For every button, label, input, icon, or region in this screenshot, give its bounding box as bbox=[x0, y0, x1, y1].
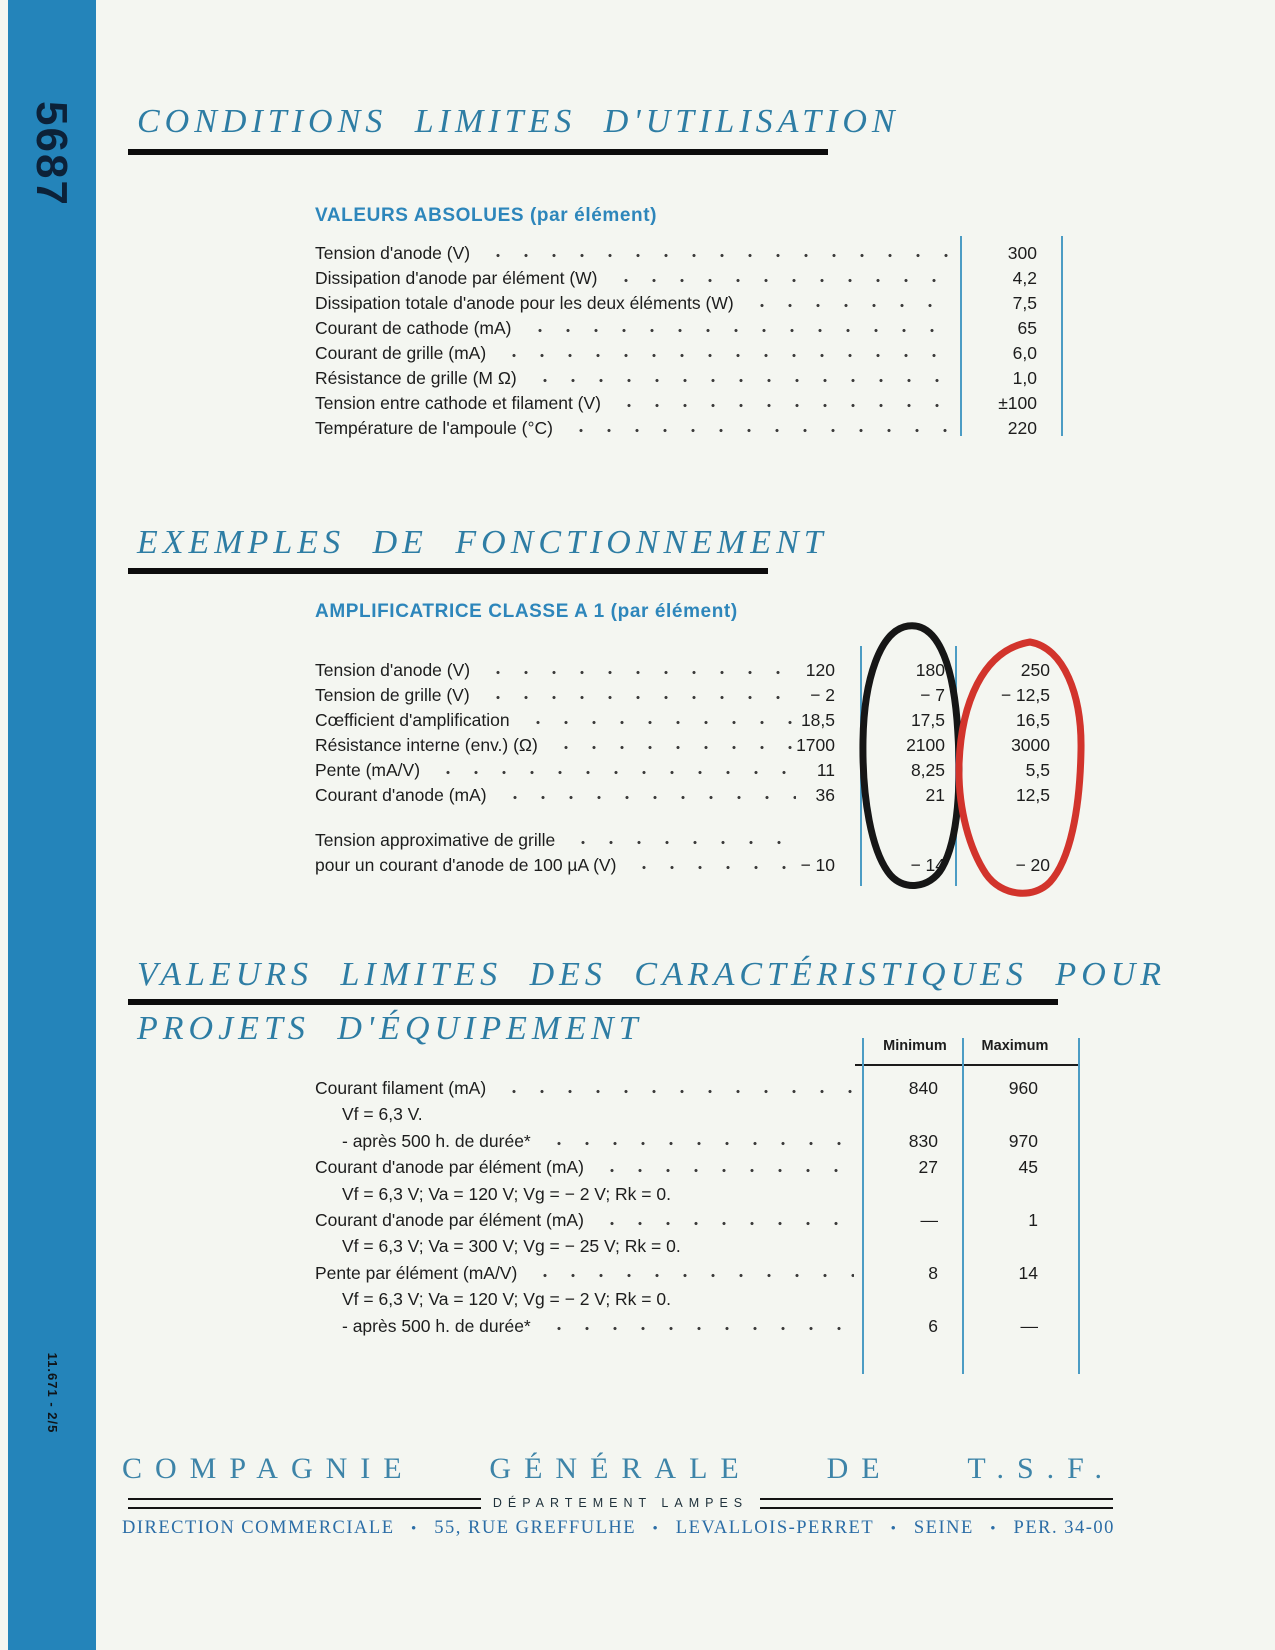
row-label: Courant d'anode par élément (mA) bbox=[315, 1157, 584, 1178]
company-word: COMPAGNIE bbox=[122, 1452, 415, 1485]
limites-table bbox=[315, 1038, 1080, 1342]
max-value: 45 bbox=[1018, 1157, 1038, 1178]
address-line bbox=[122, 1518, 1115, 1539]
row-label: Résistance de grille (M Ω) bbox=[315, 368, 517, 388]
dot-leader bbox=[594, 1221, 854, 1226]
company-word: GÉNÉRALE bbox=[489, 1452, 752, 1485]
dot-leader bbox=[430, 770, 796, 775]
valeurs-absolues-row bbox=[315, 393, 1063, 418]
address-segment: SEINE bbox=[913, 1518, 974, 1538]
row-label: Tension approximative de grille bbox=[315, 830, 556, 850]
subhead-valeurs-absolues: VALEURS ABSOLUES (par élément) bbox=[315, 205, 658, 226]
valeurs-absolues-row bbox=[315, 418, 1063, 443]
max-column-header: Maximum bbox=[981, 1038, 1049, 1054]
row-label: Tension d'anode (V) bbox=[315, 243, 471, 263]
value-col-1: 120 bbox=[805, 660, 835, 680]
dot-leader bbox=[520, 720, 796, 725]
dot-leader bbox=[565, 840, 796, 845]
value-col-3: − 12,5 bbox=[1000, 685, 1050, 705]
limites-header-row bbox=[315, 1038, 1080, 1064]
dot-leader bbox=[480, 670, 796, 675]
value-col-1: 11 bbox=[816, 760, 835, 780]
value-col-3: 3000 bbox=[1011, 735, 1050, 755]
spine-band bbox=[8, 0, 96, 1650]
max-value: 1 bbox=[1028, 1209, 1038, 1230]
section-title-conditions: CONDITIONS LIMITES D'UTILISATION bbox=[137, 103, 900, 140]
min-value: 840 bbox=[908, 1078, 938, 1098]
value-col-2: 17,5 bbox=[910, 710, 945, 730]
row-label: Vf = 6,3 V; Va = 120 V; Vg = − 2 V; Rk = 0. bbox=[342, 1183, 671, 1204]
section-title-exemples: EXEMPLES DE FONCTIONNEMENT bbox=[137, 524, 828, 561]
limites-row bbox=[315, 1210, 1080, 1236]
company-word: DE bbox=[826, 1452, 893, 1485]
row-label: Vf = 6,3 V. bbox=[342, 1104, 423, 1125]
min-value: 27 bbox=[918, 1157, 938, 1178]
subhead-amplificatrice: AMPLIFICATRICE CLASSE A 1 (par élément) bbox=[315, 601, 738, 622]
dot-leader bbox=[611, 403, 949, 408]
row-label: Courant de cathode (mA) bbox=[315, 318, 512, 338]
row-label: Tension de grille (V) bbox=[315, 685, 470, 705]
dot-leader bbox=[548, 745, 796, 750]
value-col-2: 2100 bbox=[906, 735, 945, 755]
value-col-3: 16,5 bbox=[1015, 710, 1050, 730]
row-label: Tension d'anode (V) bbox=[315, 660, 471, 680]
section-title-limites-1: VALEURS LIMITES DES CARACTÉRISTIQUES POUR bbox=[137, 956, 1167, 993]
dot-leader bbox=[594, 1168, 854, 1173]
limites-row bbox=[315, 1289, 1080, 1315]
min-value: 6 bbox=[928, 1315, 938, 1336]
double-rule bbox=[128, 1498, 481, 1509]
department-label: DÉPARTEMENT LAMPES bbox=[492, 1496, 749, 1510]
row-label: Tension entre cathode et filament (V) bbox=[315, 393, 601, 413]
min-column-header: Minimum bbox=[883, 1038, 947, 1054]
min-value: — bbox=[920, 1209, 938, 1230]
header-underline bbox=[855, 1064, 1080, 1066]
min-value: 8 bbox=[928, 1262, 938, 1283]
row-label: Dissipation totale d'anode pour les deux éléments (W) bbox=[315, 293, 734, 313]
dot-leader bbox=[527, 1273, 854, 1278]
dot-leader bbox=[496, 1089, 854, 1094]
row-label: Vf = 6,3 V; Va = 120 V; Vg = − 2 V; Rk = 0. bbox=[342, 1289, 671, 1310]
min-value: 830 bbox=[908, 1130, 938, 1151]
limites-row bbox=[315, 1157, 1080, 1183]
address-segment: LEVALLOIS-PERRET bbox=[675, 1518, 875, 1538]
max-value: 970 bbox=[1008, 1130, 1038, 1151]
row-label: Pente (mA/V) bbox=[315, 760, 421, 780]
address-segment: DIRECTION COMMERCIALE bbox=[122, 1518, 395, 1538]
annotation-circle-black bbox=[863, 626, 959, 886]
valeurs-absolues-row bbox=[315, 368, 1063, 393]
dot-leader bbox=[480, 695, 796, 700]
row-label: Courant d'anode (mA) bbox=[315, 785, 487, 805]
row-label: Courant de grille (mA) bbox=[315, 343, 487, 363]
value-col-1: 18,5 bbox=[800, 710, 835, 730]
dot-leader bbox=[522, 328, 950, 333]
value-col-2: − 7 bbox=[920, 685, 945, 705]
limites-rows bbox=[315, 1078, 1080, 1342]
dot-leader bbox=[497, 795, 796, 800]
dot-leader bbox=[626, 865, 796, 870]
value-col-2: 8,25 bbox=[910, 760, 945, 780]
row-label: Courant d'anode par élément (mA) bbox=[315, 1209, 584, 1230]
address-segment: PER. 34-00 bbox=[1013, 1518, 1115, 1538]
max-value: 14 bbox=[1018, 1262, 1038, 1283]
limites-row bbox=[315, 1263, 1080, 1289]
dot-leader bbox=[541, 1326, 854, 1331]
company-word: T.S.F. bbox=[967, 1452, 1115, 1485]
max-value: 960 bbox=[1008, 1078, 1038, 1098]
limites-row bbox=[315, 1104, 1080, 1130]
dot-leader bbox=[480, 253, 949, 258]
company-name bbox=[122, 1452, 1115, 1486]
annotation-circle-red bbox=[959, 642, 1081, 893]
dot-leader bbox=[608, 278, 949, 283]
separator-bullet: • bbox=[411, 1521, 418, 1537]
dot-leader bbox=[563, 428, 949, 433]
tube-number: 5687 bbox=[27, 101, 76, 207]
limites-row bbox=[315, 1236, 1080, 1262]
dot-leader bbox=[527, 378, 949, 383]
row-label: Cœfficient d'amplification bbox=[315, 710, 510, 730]
limites-row bbox=[315, 1078, 1080, 1104]
separator-bullet: • bbox=[890, 1521, 898, 1537]
row-value: ±100 bbox=[998, 393, 1037, 413]
row-value: 6,0 bbox=[1012, 343, 1037, 363]
address-segment: 55, RUE GREFFULHE bbox=[434, 1518, 637, 1538]
value-col-1: 1700 bbox=[796, 735, 835, 755]
separator-bullet: • bbox=[652, 1521, 660, 1537]
title-underline bbox=[128, 999, 1058, 1005]
section-title-limites-2: PROJETS D'ÉQUIPEMENT bbox=[137, 1010, 643, 1047]
value-col-2: 21 bbox=[925, 785, 945, 805]
row-value: 4,2 bbox=[1012, 268, 1037, 288]
dot-leader bbox=[744, 303, 949, 308]
value-col-2: 180 bbox=[915, 660, 945, 680]
row-value: 220 bbox=[1007, 418, 1037, 438]
annotation-overlay bbox=[830, 600, 1110, 910]
row-label: Résistance interne (env.) (Ω) bbox=[315, 735, 538, 755]
value-col-1: 36 bbox=[815, 785, 835, 805]
value-col-3: 250 bbox=[1020, 660, 1050, 680]
department-separator bbox=[128, 1496, 1113, 1510]
doc-reference: 11.671 - 2/5 bbox=[45, 1352, 60, 1434]
row-label: - après 500 h. de durée* bbox=[342, 1315, 531, 1336]
value-col-3: 5,5 bbox=[1025, 760, 1050, 780]
max-value: — bbox=[1020, 1315, 1038, 1336]
limites-row bbox=[315, 1316, 1080, 1342]
value-col-3: 12,5 bbox=[1015, 785, 1050, 805]
limites-row bbox=[315, 1184, 1080, 1210]
value-col-2: − 14 bbox=[910, 855, 945, 875]
valeurs-absolues-row bbox=[315, 268, 1063, 293]
valeurs-absolues-row bbox=[315, 293, 1063, 318]
row-value: 65 bbox=[1017, 318, 1037, 338]
row-value: 7,5 bbox=[1012, 293, 1037, 313]
valeurs-absolues-row bbox=[315, 343, 1063, 368]
row-label: Température de l'ampoule (°C) bbox=[315, 418, 553, 438]
value-col-3: − 20 bbox=[1015, 855, 1050, 875]
dot-leader bbox=[496, 353, 949, 358]
row-label: pour un courant d'anode de 100 µA (V) bbox=[315, 855, 617, 875]
row-label: Dissipation d'anode par élément (W) bbox=[315, 268, 598, 288]
row-label: Vf = 6,3 V; Va = 300 V; Vg = − 25 V; Rk = 0. bbox=[342, 1236, 681, 1257]
row-label: Courant filament (mA) bbox=[315, 1078, 487, 1098]
value-col-1: − 2 bbox=[810, 685, 835, 705]
value-col-1: − 10 bbox=[800, 855, 835, 875]
row-value: 300 bbox=[1007, 243, 1037, 263]
limites-row bbox=[315, 1131, 1080, 1157]
valeurs-absolues-row bbox=[315, 318, 1063, 343]
dot-leader bbox=[541, 1141, 854, 1146]
double-rule bbox=[760, 1498, 1113, 1509]
valeurs-absolues-row bbox=[315, 243, 1063, 268]
separator-bullet: • bbox=[990, 1521, 998, 1537]
valeurs-absolues-table bbox=[315, 243, 1063, 443]
row-value: 1,0 bbox=[1012, 368, 1037, 388]
title-underline bbox=[128, 149, 828, 155]
title-underline bbox=[128, 568, 768, 574]
row-label: Pente par élément (mA/V) bbox=[315, 1262, 518, 1283]
row-label: - après 500 h. de durée* bbox=[342, 1130, 531, 1151]
